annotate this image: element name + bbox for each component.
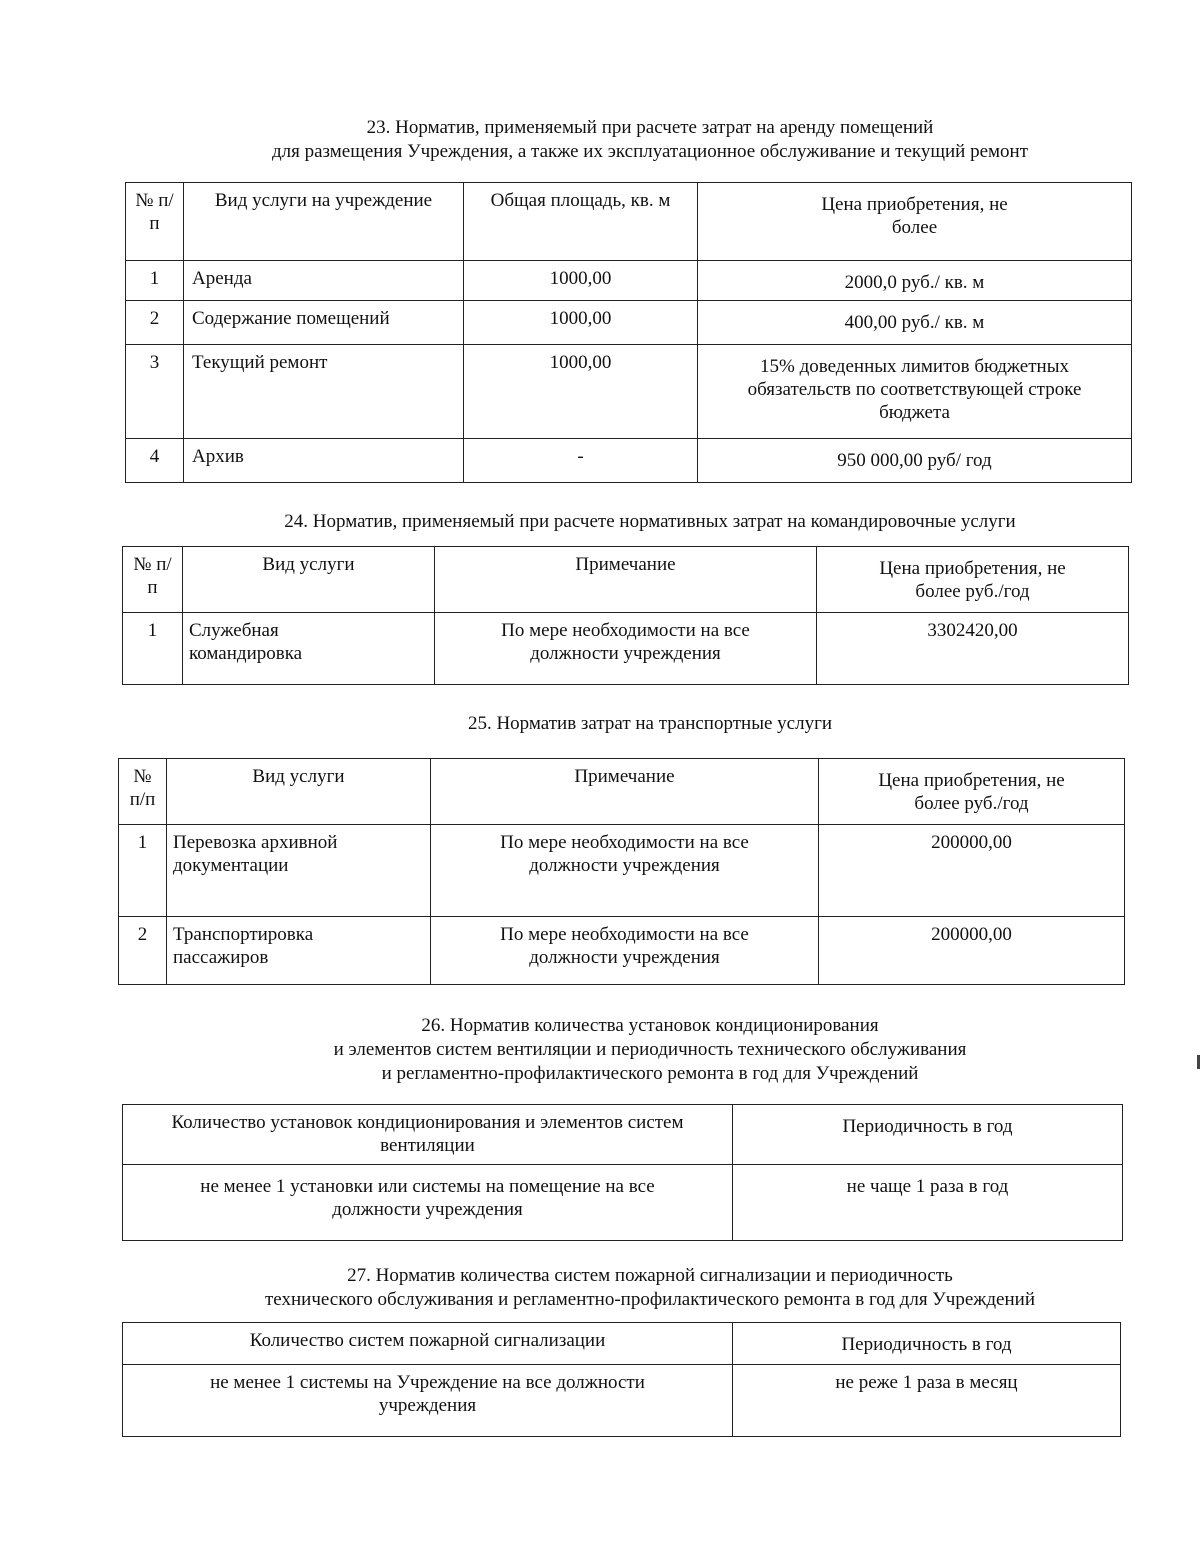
- cell-service: Содержание помещений: [184, 301, 464, 345]
- col-header-price: Цена приобретения, не более руб./год: [819, 759, 1125, 825]
- cell-number: 1: [126, 261, 184, 301]
- table-header-row: [123, 547, 1129, 613]
- col-header-service: Вид услуги: [183, 547, 435, 613]
- table-row: [126, 261, 1132, 301]
- cell-quantity: не менее 1 системы на Учреждение на все должности учреждения: [123, 1365, 733, 1437]
- title-line: 25. Норматив затрат на транспортные услуги: [467, 713, 833, 734]
- cell-number: 4: [126, 439, 184, 483]
- cell-number: 3: [126, 345, 184, 439]
- cell-service: Аренда: [184, 261, 464, 301]
- cell-price: 200000,00: [819, 917, 1125, 985]
- section-26-title: [150, 1014, 1150, 1086]
- title-line: технического обслуживания и регламентно-профилактического ремонта в год для Учреждений: [265, 1289, 1035, 1310]
- cell-area: -: [464, 439, 698, 483]
- cell-number: 1: [123, 613, 183, 685]
- cell-area: 1000,00: [464, 261, 698, 301]
- table-header-row: [123, 1105, 1123, 1165]
- col-header-note: Примечание: [435, 547, 817, 613]
- table-row: [126, 301, 1132, 345]
- table-row: [123, 613, 1129, 685]
- section-23-title: [150, 116, 1150, 164]
- cell-price: 15% доведенных лимитов бюджетных обязательств по соответствующей строке бюджета: [698, 345, 1132, 439]
- cell-note: По мере необходимости на все должности учреждения: [431, 825, 819, 917]
- col-header-quantity: Количество систем пожарной сигнализации: [123, 1323, 733, 1365]
- title-line: 26. Норматив количества установок кондиционирования: [421, 1015, 879, 1036]
- table-25: [118, 758, 1125, 985]
- table-row: [126, 439, 1132, 483]
- cell-service: Перевозка архивной документации: [167, 825, 431, 917]
- table-row: [123, 1165, 1123, 1241]
- cell-area: 1000,00: [464, 345, 698, 439]
- cell-number: 2: [119, 917, 167, 985]
- table-row: [119, 917, 1125, 985]
- cell-periodicity: не реже 1 раза в месяц: [733, 1365, 1121, 1437]
- table-header-row: [123, 1323, 1121, 1365]
- table-27: [122, 1322, 1121, 1437]
- table-26: [122, 1104, 1123, 1241]
- cell-note: По мере необходимости на все должности учреждения: [431, 917, 819, 985]
- cell-number: 1: [119, 825, 167, 917]
- col-header-number: № п/п: [119, 759, 167, 825]
- table-row: [119, 825, 1125, 917]
- section-24-title: [130, 510, 1170, 534]
- table-24: [122, 546, 1129, 685]
- cell-service: Текущий ремонт: [184, 345, 464, 439]
- table-header-row: [126, 183, 1132, 261]
- cell-quantity: не менее 1 установки или системы на помещение на все должности учреждения: [123, 1165, 733, 1241]
- title-line: 27. Норматив количества систем пожарной сигнализации и периодичность: [347, 1265, 953, 1286]
- cell-price: 2000,0 руб./ кв. м: [698, 261, 1132, 301]
- col-header-periodicity: Периодичность в год: [733, 1323, 1121, 1365]
- title-line: для размещения Учреждения, а также их эксплуатационное обслуживание и текущий ремонт: [271, 141, 1029, 162]
- col-header-periodicity: Периодичность в год: [733, 1105, 1123, 1165]
- cell-number: 2: [126, 301, 184, 345]
- col-header-number: № п/п: [123, 547, 183, 613]
- col-header-service: Вид услуги на учреждение: [184, 183, 464, 261]
- title-line: и регламентно-профилактического ремонта в год для Учреждений: [381, 1063, 919, 1084]
- table-header-row: [119, 759, 1125, 825]
- col-header-quantity: Количество установок кондиционирования и элементов систем вентиляции: [123, 1105, 733, 1165]
- col-header-price: Цена приобретения, не более: [698, 183, 1132, 261]
- cell-price: 3302420,00: [817, 613, 1129, 685]
- cell-note: По мере необходимости на все должности учреждения: [435, 613, 817, 685]
- section-25-title: [150, 712, 1150, 736]
- section-27-title: [150, 1264, 1150, 1312]
- cell-price: 400,00 руб./ кв. м: [698, 301, 1132, 345]
- cell-price: 950 000,00 руб/ год: [698, 439, 1132, 483]
- cell-service: Транспортировка пассажиров: [167, 917, 431, 985]
- table-23: [125, 182, 1132, 483]
- col-header-note: Примечание: [431, 759, 819, 825]
- col-header-area: Общая площадь, кв. м: [464, 183, 698, 261]
- title-line: и элементов систем вентиляции и периодичность технического обслуживания: [333, 1039, 967, 1060]
- cell-service: Служебная командировка: [183, 613, 435, 685]
- table-row: [123, 1365, 1121, 1437]
- cell-area: 1000,00: [464, 301, 698, 345]
- col-header-number: № п/п: [126, 183, 184, 261]
- table-row: [126, 345, 1132, 439]
- col-header-service: Вид услуги: [167, 759, 431, 825]
- title-line: 23. Норматив, применяемый при расчете затрат на аренду помещений: [366, 117, 934, 138]
- col-header-price: Цена приобретения, не более руб./год: [817, 547, 1129, 613]
- title-line: 24. Норматив, применяемый при расчете нормативных затрат на командировочные услуги: [284, 511, 1016, 532]
- cell-service: Архив: [184, 439, 464, 483]
- cell-price: 200000,00: [819, 825, 1125, 917]
- cell-periodicity: не чаще 1 раза в год: [733, 1165, 1123, 1241]
